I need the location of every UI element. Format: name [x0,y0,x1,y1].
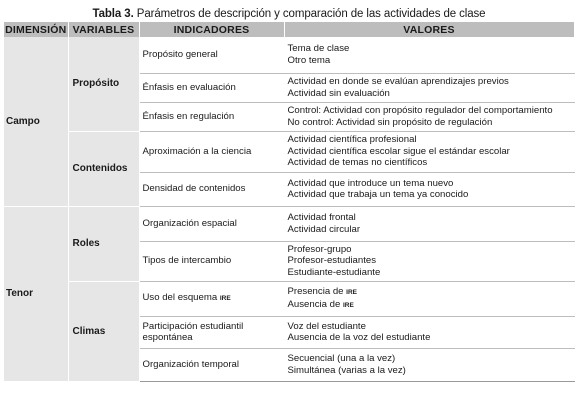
value-line: Tema de clase [287,43,350,55]
value-line: Voz del estudiante [287,320,366,332]
variable-contenidos: Contenidos [68,131,139,206]
value-line: Actividad sin evaluación [287,87,390,99]
indicator-text: Participación estudiantil [142,320,244,332]
table-caption [0,0,578,22]
indicator-text: Aproximación a la ciencia [142,145,252,157]
values-cell [284,102,574,131]
indicator-text: Tipos de intercambio [142,255,232,267]
indicator-cell [139,316,284,348]
value-line: Actividad científica profesional [287,134,417,146]
value-line: Actividad que introduce un tema nuevo [287,177,454,189]
variable-proposito: Propósito [68,37,139,131]
values-cell [284,241,574,281]
header-row [4,22,574,37]
value-line: Actividad circular [287,223,361,235]
indicator-text: Uso del esquema IRE [142,292,231,304]
indicator-cell [139,241,284,281]
table-row [4,206,574,241]
value-line: Presencia de IRE [287,286,358,297]
parameters-table [4,22,575,382]
indicator-text: Densidad de contenidos [142,183,246,195]
value-line: Ausencia de IRE [287,298,354,310]
table-row [4,281,574,316]
value-line: Actividad que trabaja un tema ya conocido [287,189,469,200]
caption-label: Tabla 3. [92,8,134,20]
table-row [4,37,574,73]
value-line: Estudiante-estudiante [287,266,381,278]
value-line: Actividad en donde se evalúan aprendizajes previos [287,76,509,87]
value-line: Ausencia de la voz del estudiante [287,332,431,343]
caption-text: Parámetros de descripción y comparación de las actividades de clase [133,8,486,20]
indicator-text: Propósito general [142,49,218,60]
values-cell [284,281,574,316]
variable-roles: Roles [68,206,139,281]
value-line: Secuencial (una a la vez) [287,353,396,364]
value-line: Actividad de temas no científicos [287,157,428,169]
value-line: Control: Actividad con propósito regulador del comportamiento [287,105,553,116]
value-line: No control: Actividad sin propósito de regulación [287,116,493,128]
indicator-text: Énfasis en regulación [142,110,235,122]
values-cell [284,37,574,73]
indicator-text: Organización temporal [142,358,240,370]
value-line: Simultánea (varias a la vez) [287,364,406,376]
header-values: VALORES [284,22,574,37]
values-cell [284,172,574,206]
values-cell [284,206,574,241]
indicator-cell [139,348,284,381]
variable-climas: Climas [68,281,139,381]
indicator-cell [139,37,284,73]
indicator-cell [139,73,284,102]
values-cell [284,348,574,381]
value-line: Profesor-estudiantes [287,255,377,267]
indicator-cell [139,206,284,241]
indicator-text: Énfasis en evaluación [142,81,236,93]
values-cell [284,73,574,102]
values-cell [284,131,574,172]
indicator-text: espontánea [142,332,193,343]
indicator-text: Organización espacial [142,217,237,229]
indicator-cell [139,172,284,206]
value-line: Actividad frontal [287,212,356,223]
header-variables: VARIABLES [68,22,139,37]
values-cell [284,316,574,348]
header-indicators: INDICADORES [139,22,284,37]
table-row [4,131,574,172]
indicator-cell [139,102,284,131]
dimension-campo: Campo [4,37,68,206]
value-line: Otro tema [287,54,331,66]
indicator-cell [139,131,284,172]
value-line: Profesor-grupo [287,243,352,255]
dimension-tenor: Tenor [4,206,68,381]
indicator-cell [139,281,284,316]
header-dimension: DIMENSIÓN [5,23,67,36]
value-line: Actividad científica escolar sigue el estándar escolar [287,145,510,157]
